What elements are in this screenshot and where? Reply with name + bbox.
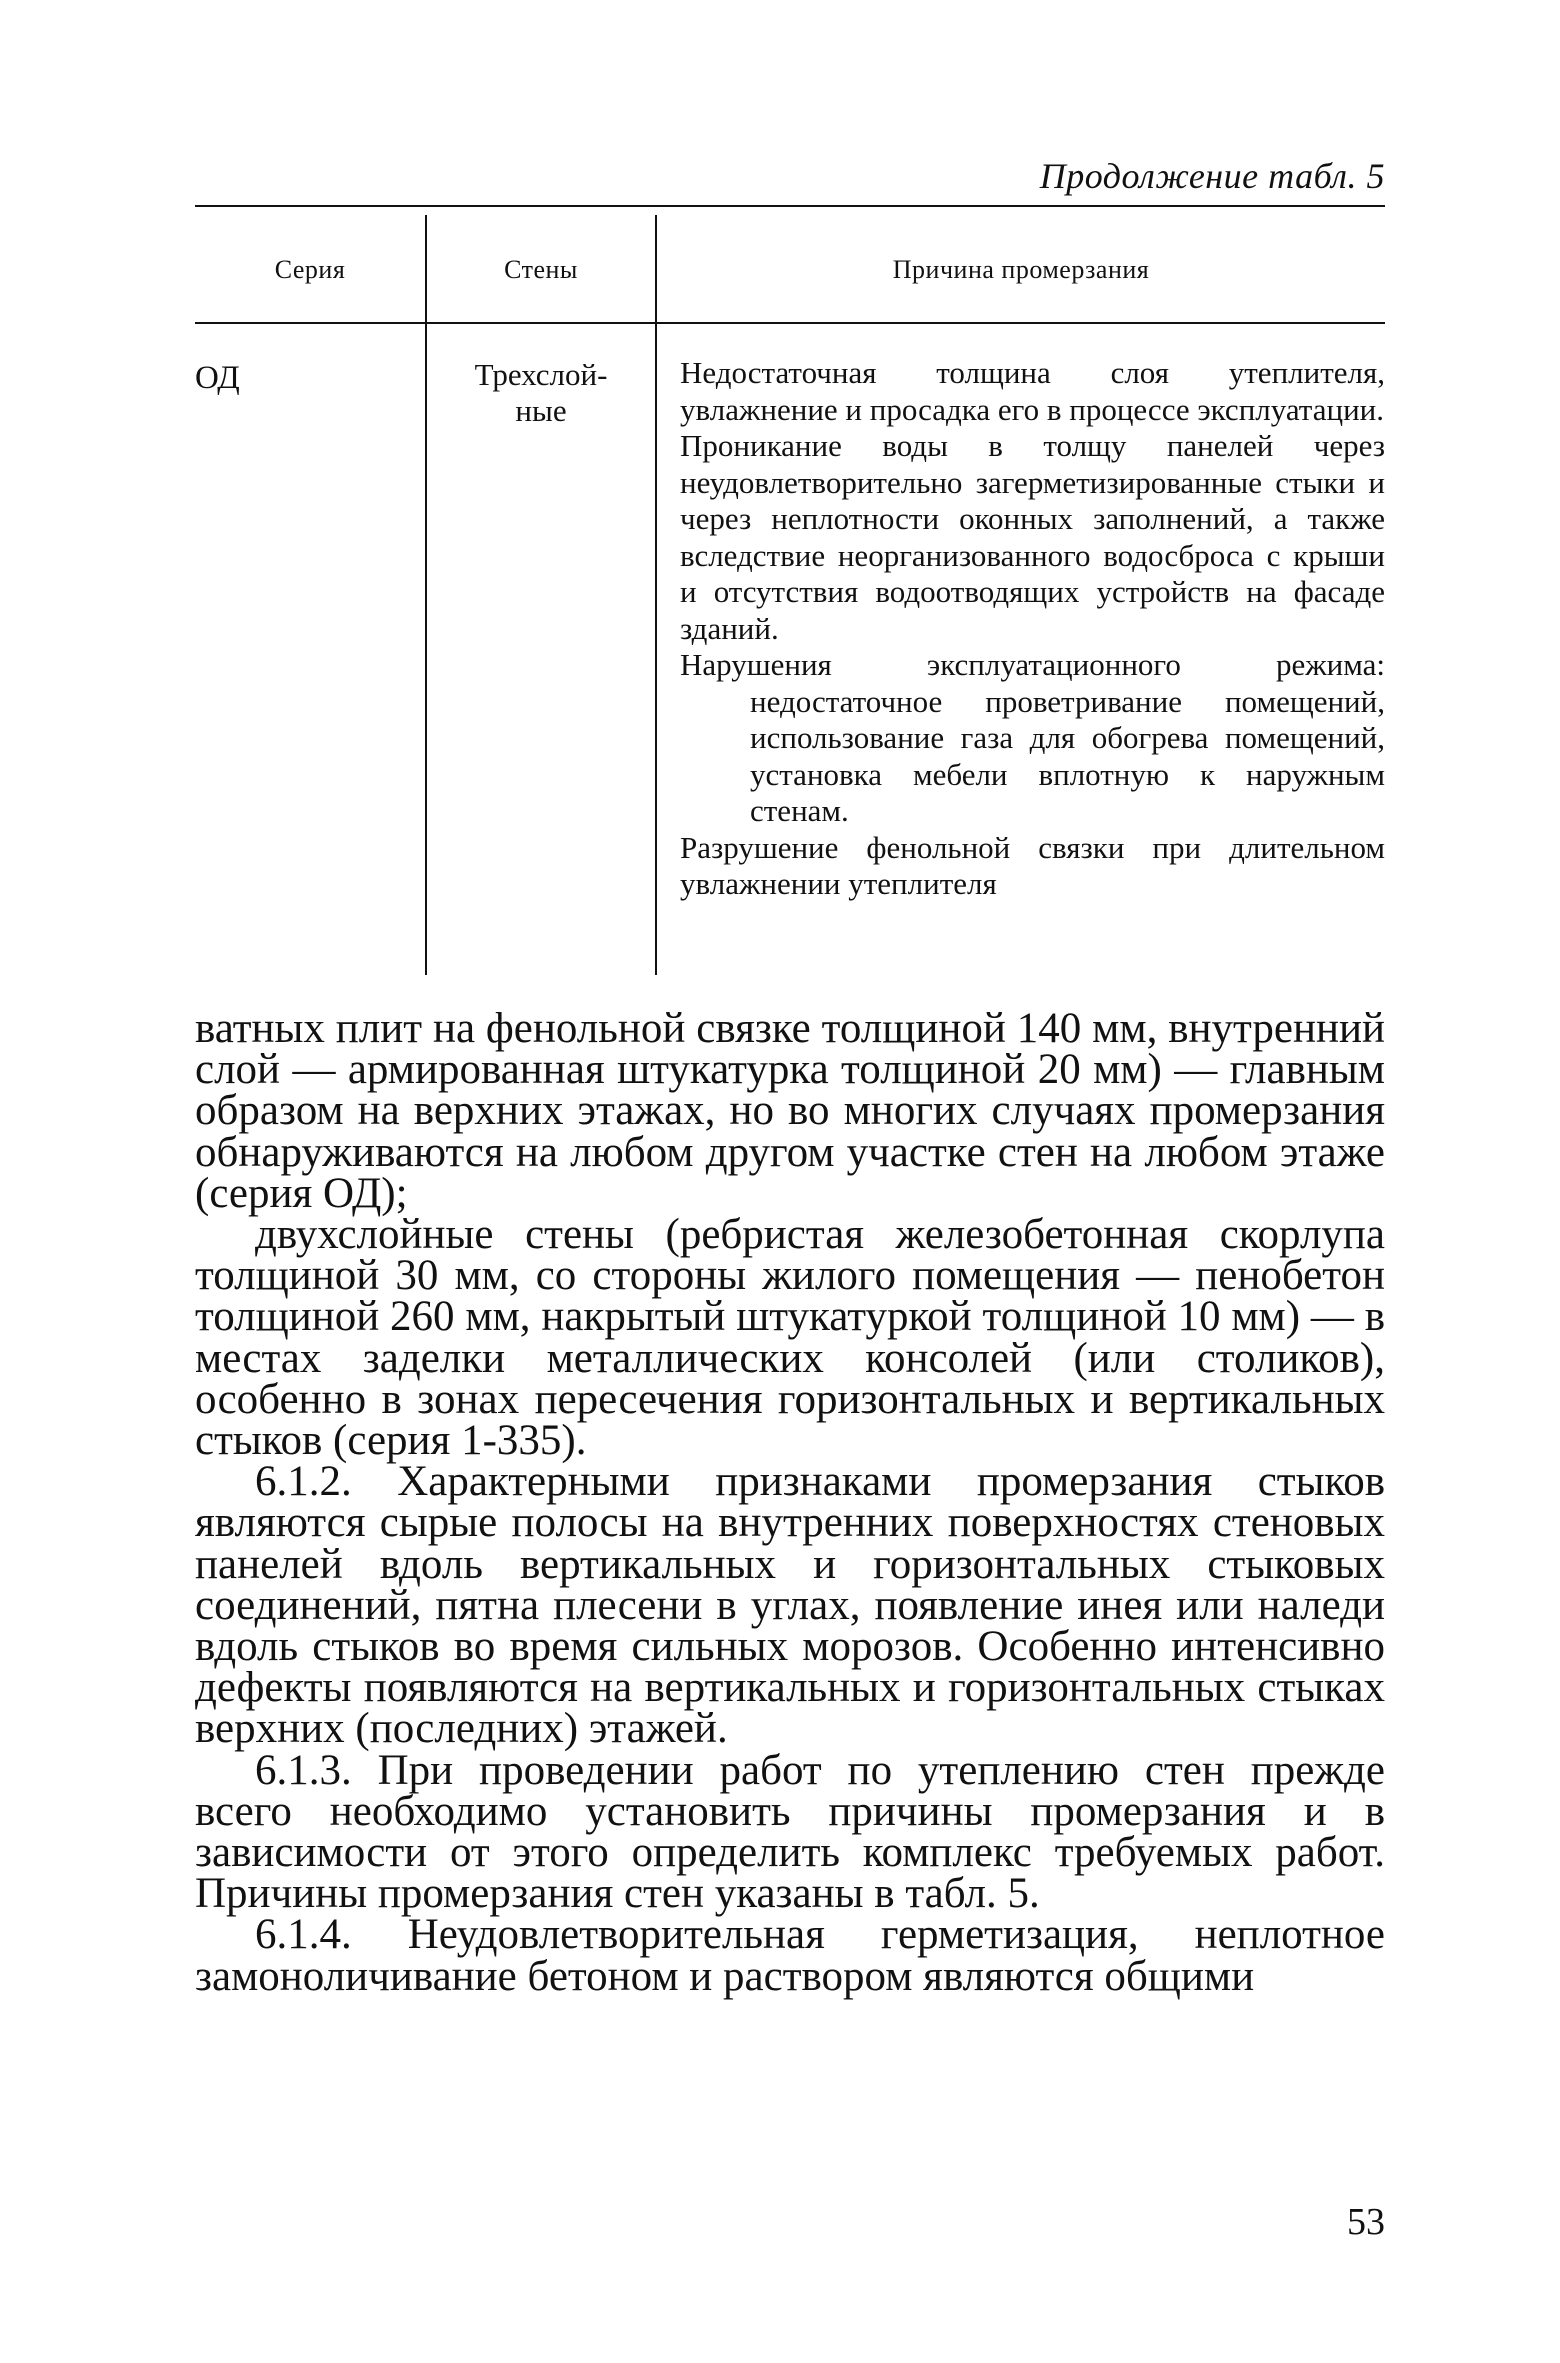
table-cell-causes [680,355,1385,903]
causes-table [195,205,1385,977]
cause-item: Недостаточная толщина слоя утеплителя, увлажнение и просадка его в процессе эксплуатации. [680,355,1385,427]
table-column-divider [425,215,427,975]
body-paragraph: двухслойные стены (ребристая железобетонная скорлупа толщиной 30 мм, со стороны жилого помещения — пенобетон толщиной 260 мм, накрытый штукатуркой толщиной 10 мм) — в местах заделки металлических консолей (или столиков), особенно в зонах пересечения горизонтальных и вертикальных стыков (серия 1-335). [195,1211,1385,1465]
table-header-series: Серия [274,255,346,284]
page-number: 53 [1347,2201,1385,2243]
table-header-walls: Стены [504,255,578,284]
table-cell-walls-text: Трехслой- ные [474,357,608,428]
table-header-rule [195,322,1385,324]
cause-item: Проникание воды в толщу панелей через неудовлетворительно загерметизированные стыки и через неплотности оконных заполнений, а также вследствие неорганизованного водосброса с крыши и отсутствия водоотводящих устройств на фасаде зданий. [680,428,1385,646]
table-cell-walls [427,357,655,429]
body-paragraph: ватных плит на фенольной связке толщиной 140 мм, внутренний слой — армированная штукатурка толщиной 20 мм) — главным образом на верхних этажах, но во многих случаях промерзания обнаруживаются на любом другом участке стен на любом этаже (серия ОД); [195,1005,1385,1217]
body-paragraph: 6.1.2. Характерными признаками промерзания стыков являются сырые полосы на внутренних поверхностях стеновых панелей вдоль вертикальных и горизонтальных стыковых соединений, пятна плесени в углах, появление инея или наледи вдоль стыков во время сильных морозов. Особенно интенсивно дефекты появляются на вертикальных и горизонтальных стыках верхних (последних) этажей. [195,1458,1385,1753]
body-text [195,1005,1385,2000]
table-cell-series: ОД [195,360,240,396]
cause-item: Нарушения эксплуатационного режима: недостаточное проветривание помещений, использование газа для обогрева помещений, установка мебели вплотную к наружным стенам. [680,647,1385,828]
body-paragraph: 6.1.3. При проведении работ по утеплению стен прежде всего необходимо установить причины промерзания и в зависимости от этого определить комплекс требуемых работ. Причины промерзания стен указаны в табл. 5. [195,1746,1385,1918]
body-paragraph: 6.1.4. Неудовлетворительная герметизация, неплотное замоноличивание бетоном и раствором являются общими [195,1911,1385,2000]
table-column-divider [655,215,657,975]
table-continuation-label: Продолжение табл. 5 [1039,156,1385,196]
table-top-rule [195,205,1385,207]
cause-item: Разрушение фенольной связки при длительном увлажнении утеплителя [680,829,1385,901]
table-header-cause: Причина промерзания [892,255,1150,284]
